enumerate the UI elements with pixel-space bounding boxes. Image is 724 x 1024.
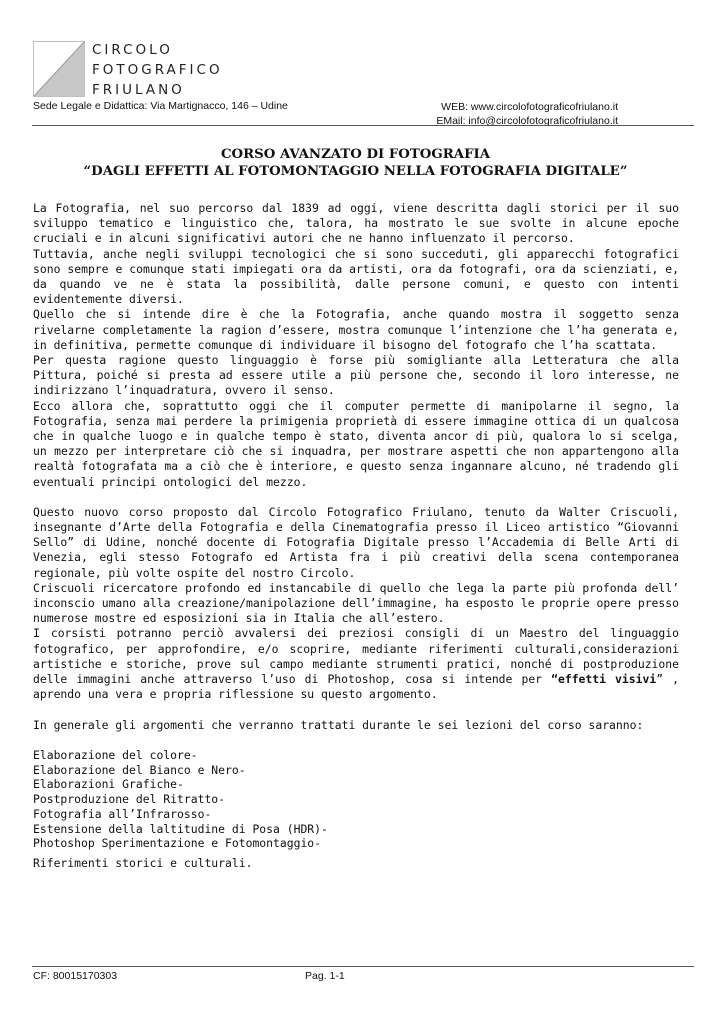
paragraph-text: ” , aprendo una vera e propria riflessione su questo argomento.: [33, 672, 680, 702]
spacer: [33, 490, 679, 505]
paragraph: Quello che si intende dire è che la Fotografia, anche quando mostra il soggetto senza rivelarne completamente la ragion d’essere, mostra comunque l’intenzione che l’ha generata e, in definitiva, permette comunque di individuare il bisogno del fotografo che l’ha scattata.: [33, 307, 679, 352]
logo-wordmark: [92, 40, 223, 100]
course-title: CORSO AVANZATO DI FOTOGRAFIA: [220, 147, 491, 162]
topic-item: Photoshop Sperimentazione e Fotomontaggio-: [33, 836, 322, 851]
address: Sede Legale e Didattica: Via Martignacco, 146 – Udine: [33, 100, 288, 112]
topic-item-last: Riferimenti storici e culturali.: [33, 856, 253, 871]
spacer: [33, 703, 679, 718]
fiscal-code: CF: 80015170303: [33, 970, 118, 982]
topic-item: Elaborazioni Grafiche-: [33, 777, 184, 792]
email-address: EMail: info@circolofotograficofriulano.it: [436, 115, 618, 127]
paragraph: Criscuoli ricercatore profondo ed instancabile di quello che lega la parte più profonda dell’ inconscio umano alla creazione/manipolazione dell’immagine, ha esposto le proprie opere presso numerose mostre ed esposizioni sia in Italia che all’estero.: [33, 580, 679, 626]
header-divider: [32, 125, 694, 126]
page-number: Pag. 1-1: [305, 970, 345, 982]
topic-item: Elaborazione del colore-: [33, 747, 198, 762]
paragraph: Ecco allora che, soprattutto oggi che il computer permette di manipolarne il segno, la Fotografia, senza mai perdere la primigenia proprietà di essere immagine ottica di un qualcosa che in qualche luogo e in qualche tempo è stato, diventa ancor di più, qualora lo si scelga, un mezzo per interpretare ciò che si inquadra, per mostrare aspetti che non appartengono alla realtà fotografata ma a ciò che è interiore, e questo senza ingannare alcuno, né tradendo gli eventuali principi ontologici del mezzo.: [33, 398, 679, 489]
topic-item: Postproduzione del Ritratto-: [33, 792, 226, 807]
topics-list: [33, 748, 679, 852]
emphasis-effetti-visivi: “effetti visivi: [551, 672, 657, 687]
paragraph: [33, 626, 679, 702]
paragraph: Per questa ragione questo linguaggio è forse più somigliante alla Letteratura che alla Pittura, poiché si presta ad essere utile a più persone che, secondo il loro interesse, ne indirizzano l’inquadratura, ovvero il senso.: [33, 353, 679, 398]
paragraph: La Fotografia, nel suo percorso dal 1839 ad oggi, viene descritta dagli storici per il suo sviluppo tematico e linguistico che, talora, ha mostrato le sue svolte in alcune epoche cruciali e in alcuni significativi autori che ne hanno influenzato il percorso.: [33, 201, 679, 246]
paragraph: In generale gli argomenti che verranno trattati durante le sei lezioni del corso saranno:: [33, 717, 644, 732]
footer-divider: [32, 966, 694, 967]
web-address: WEB: www.circolofotograficofriulano.it: [441, 101, 618, 113]
logo-line-1: CIRCOLO: [92, 42, 173, 58]
contact-info: [436, 100, 618, 128]
course-subtitle: “DAGLI EFFETTI AL FOTOMONTAGGIO NELLA FOTOGRAFIA DIGITALE”: [83, 164, 628, 179]
logo-line-3: FRIULANO: [92, 82, 185, 98]
paragraph-text: I corsisti potranno perciò avvalersi dei preziosi consigli di un Maestro del linguaggio fotografico, per approfondire, e/o scoprire, mediante riferimenti culturali,considerazioni artistiche e storiche, prove sul campo mediante strumenti pratici, nonché di postproduzione delle immagini anche attraverso l’uso di Photoshop, cosa si intende per: [33, 626, 679, 687]
logo-line-2: FOTOGRAFICO: [92, 62, 223, 78]
topic-item: Estensione della laltitudine di Posa (HDR)-: [33, 821, 328, 836]
circolo-logo-mark: [33, 41, 85, 97]
topic-item: Elaborazione del Bianco e Nero-: [33, 762, 246, 777]
paragraph: Questo nuovo corso proposto dal Circolo Fotografico Friulano, tenuto da Walter Criscuoli, insegnante d’Arte della Fotografia e della Cinematografia presso il Liceo artistico “Giovanni Sello” di Udine, nonché docente di Fotografia Digitale presso l’Accademia di Belle Arti di Venezia, egli stesso Fotografo ed Artista fra i più creativi della scena contemporanea regionale, più volte ospite del nostro Circolo.: [33, 504, 679, 580]
document-body: [33, 201, 679, 871]
spacer: [33, 733, 679, 748]
topic-item: Fotografia all’Infrarosso-: [33, 806, 212, 821]
paragraph: Tuttavia, anche negli sviluppi tecnologici che si sono succeduti, gli apparecchi fotografici sono sempre e comunque stati impiegati ora da artisti, ora da fotografi, ora da scienziati, e, da quando ve ne è stata la possibilità, dalle persone comuni, e questo con intenti evidentemente diversi.: [33, 246, 679, 307]
